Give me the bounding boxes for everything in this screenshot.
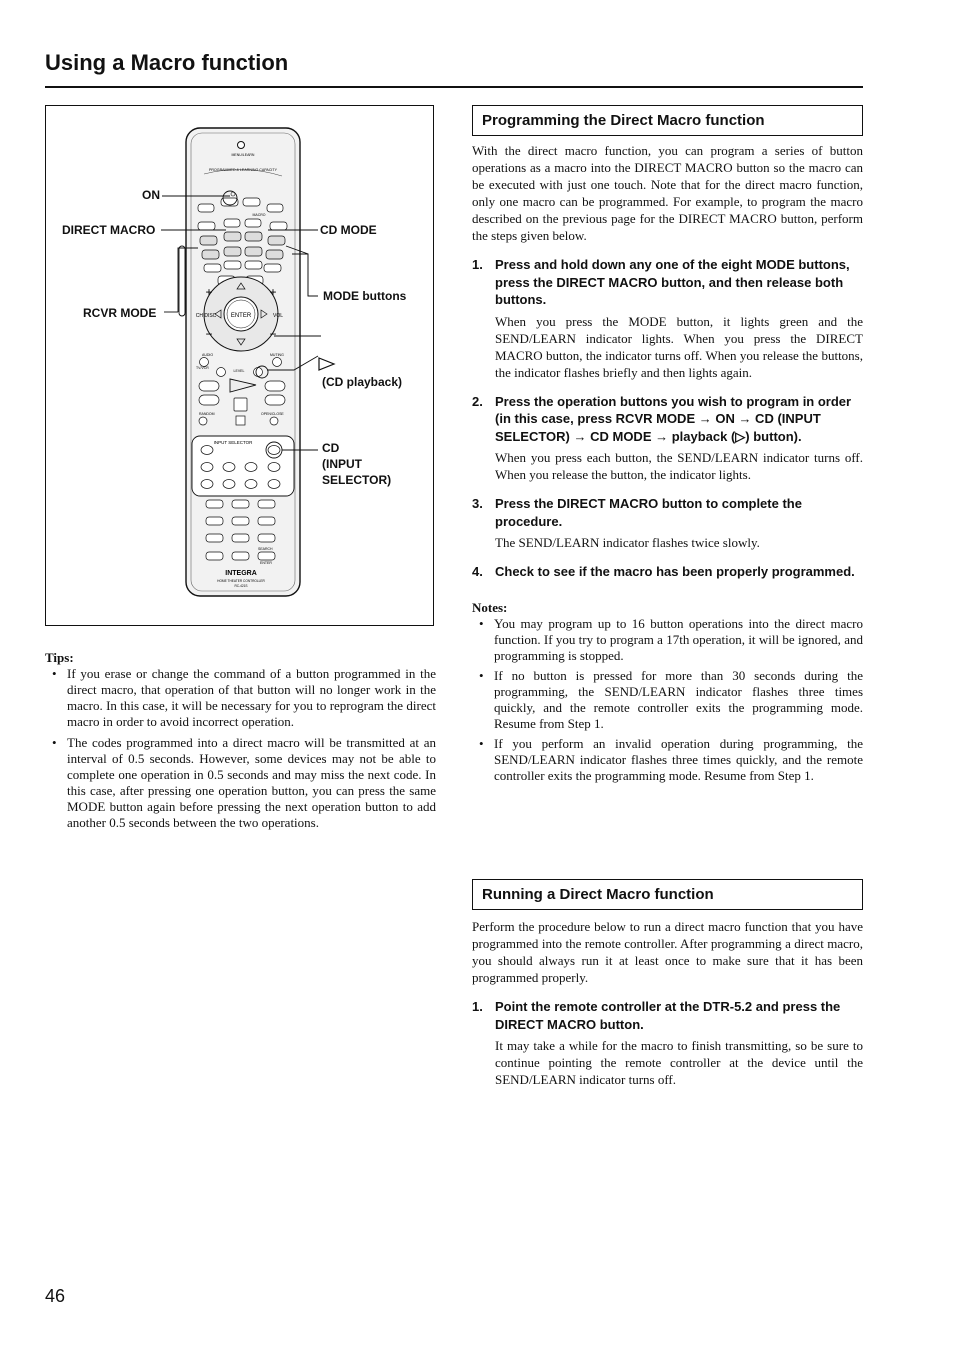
- step-number: 3.: [472, 496, 483, 511]
- enter-small-label: ENTER: [260, 561, 272, 565]
- note-item: • You may program up to 16 button operations into the direct macro function. If you try to program a 17th operation, it will be ignored, and programming is stopped.: [472, 616, 863, 664]
- model-line2: RC-421S: [234, 584, 248, 588]
- svg-text:−: −: [205, 327, 213, 341]
- running-section: [472, 879, 863, 1088]
- remote-figure: [45, 105, 434, 626]
- callout-direct-macro: DIRECT MACRO: [62, 223, 156, 237]
- tip-item: • The codes programmed into a direct macro will be transmitted at an interval of 0.5 seconds. However, some devices may not be able to complete one operation in 0.5 seconds and may miss the next code. In this case, after pressing one operation button, you can press the same MODE button again before pressing the next operation button to add another 0.5 seconds between the two operations.: [45, 735, 436, 831]
- search-label: SEARCH: [258, 547, 273, 551]
- input-selector-label: INPUT SELECTOR: [213, 440, 253, 445]
- brand-logo: INTEGRA: [225, 570, 257, 577]
- step-item: [472, 393, 863, 484]
- step-title: Press the DIRECT MACRO button to complete the procedure.: [495, 496, 802, 529]
- step-body: It may take a while for the macro to finish transmitting, so be sure to continue pointing the remote controller at the device until the SEND/LEARN indicator turns off.: [495, 1038, 863, 1087]
- step-number: 1.: [472, 257, 483, 272]
- callout-cd-line3: SELECTOR): [322, 473, 392, 487]
- callout-cd-line1: CD: [322, 441, 340, 455]
- vol-label: VOL: [272, 313, 284, 319]
- callout-cd-mode: CD MODE: [320, 223, 377, 237]
- running-intro: Perform the procedure below to run a direct macro function that you have programmed into the remote controller. After programming a direct macro, you should always run it at least once to make sure that it has been programmed properly.: [472, 919, 863, 985]
- step-item: [472, 495, 863, 551]
- muting-label: MUTING: [270, 353, 284, 357]
- svg-text:+: +: [205, 285, 213, 299]
- programming-intro: With the direct macro function, you can program a series of button operations as a macro into the DIRECT MACRO button so the macro can be executed with just one touch. Note that for the direct macro function, only one macro can be programmed. For example, to program the macro described on the previous page for the DIRECT MACRO button, perform the steps given below.: [472, 143, 863, 243]
- callout-rcvr-mode: RCVR MODE: [83, 306, 157, 320]
- audio-label: AUDIO: [202, 353, 214, 357]
- programming-heading: Programming the Direct Macro function: [472, 105, 863, 136]
- running-steps: [472, 998, 863, 1088]
- tv-vcr-label: TV/VCR: [196, 366, 209, 370]
- step-item: [472, 563, 863, 581]
- callout-on: ON: [142, 188, 160, 202]
- step-number: 2.: [472, 393, 483, 409]
- model-line1: HOME THEATER CONTROLLER: [217, 579, 265, 583]
- step-title: Press and hold down any one of the eight MODE buttons, press the DIRECT MACRO button, and then release both buttons.: [495, 257, 850, 307]
- step-number: 4.: [472, 564, 483, 579]
- step-item: [472, 998, 863, 1088]
- callout-cd-playback: (CD playback): [322, 375, 403, 389]
- step-item: [472, 256, 863, 381]
- play-icon: [317, 356, 337, 372]
- tips-heading: Tips:: [45, 650, 74, 665]
- tips-section: [45, 650, 436, 836]
- svg-text:+: +: [269, 285, 277, 299]
- callout-mode-buttons: MODE buttons: [323, 289, 407, 303]
- capacity-label: PROGRAMMED & LEARNING CAPACITY: [208, 168, 278, 172]
- programming-section: [472, 105, 863, 788]
- open-close-label: OPEN/CLOSE: [261, 412, 284, 416]
- svg-text:−: −: [269, 327, 277, 341]
- remote-controller-illustration: [46, 106, 435, 627]
- note-item: • If no button is pressed for more than 30 seconds during the programming, the SEND/LEARN indicator flashes three times quickly, and the remote controller exits the programming mode. Resume from Step 1.: [472, 668, 863, 732]
- page-number: 46: [45, 1286, 66, 1306]
- step-title: Press the operation buttons you wish to program in order (in this case, press RCVR MODE → ON → CD (INPUT SELECTOR) → CD MODE → playback (▷) button).: [495, 393, 852, 444]
- page-title: Using a Macro function: [45, 50, 289, 75]
- note-item: • If you perform an invalid operation during programming, the SEND/LEARN indicator flashes three times quickly, and the remote controller exits the programming mode. Resume from Step 1.: [472, 736, 863, 784]
- level-label: LEVEL: [233, 369, 245, 373]
- remote-top-label: MENU/LEARN: [231, 153, 255, 157]
- callout-cd-input-selector: [322, 440, 391, 488]
- ch-disc-label: CH DISC: [195, 313, 217, 319]
- step-number: 1.: [472, 999, 483, 1014]
- title-rule: [45, 86, 863, 88]
- random-label: RANDOM: [199, 412, 215, 416]
- notes-list: [472, 616, 863, 784]
- running-heading: Running a Direct Macro function: [472, 879, 863, 910]
- programming-steps: [472, 256, 863, 581]
- notes-heading: Notes:: [472, 599, 508, 615]
- step-body: When you press the MODE button, it lights green and the SEND/LEARN indicator lights. When you press the DIRECT MACRO button, the indicator turns off. When you release the buttons, the indicator flashes briefly and then lights again.: [495, 313, 863, 380]
- macro-label: MACRO: [252, 213, 266, 217]
- step-body: When you press each button, the SEND/LEARN indicator turns off. When you release the button, the indicator lights.: [495, 450, 863, 482]
- step-title: Check to see if the macro has been properly programmed.: [495, 564, 855, 579]
- enter-label: ENTER: [230, 313, 252, 319]
- tips-list: [45, 666, 436, 831]
- step-body: The SEND/LEARN indicator flashes twice slowly.: [495, 535, 760, 550]
- tip-item: • If you erase or change the command of a button programmed in the direct macro, that operation of that button will no longer work in the macro. In this case, it will be necessary for you to reprogram the direct macro in order to avoid incorrect operation.: [45, 666, 436, 730]
- step-title: Point the remote controller at the DTR-5.2 and press the DIRECT MACRO button.: [495, 999, 841, 1032]
- callout-cd-line2: (INPUT: [322, 457, 362, 471]
